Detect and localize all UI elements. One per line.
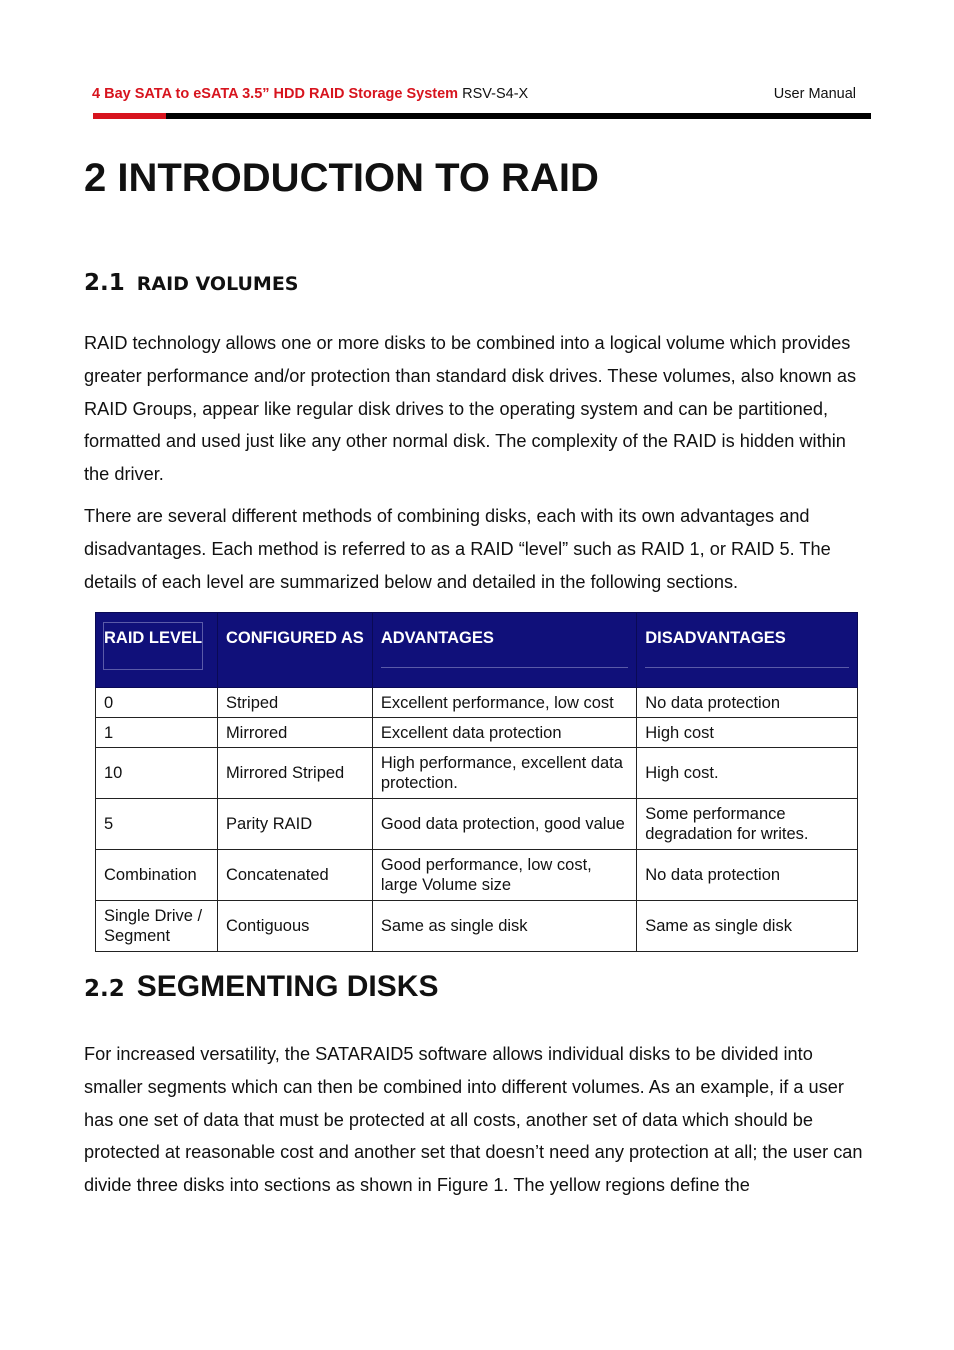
- section-heading-raid-volumes: [84, 270, 299, 296]
- paragraph-raid-intro: RAID technology allows one or more disks to be combined into a logical volume which provides greater performance and/or protection than standard disk drives. These volumes, also known as RAID Groups, appear like regular disk drives to the operating system and can be partitioned, formatted and used just like any other normal disk. The complexity of the RAID is hidden within the driver.: [84, 333, 857, 485]
- table-cell: High cost: [637, 718, 858, 748]
- table-cell: Single Drive / Segment: [96, 901, 218, 952]
- header-disadvantages: DISADVANTAGES: [645, 623, 849, 668]
- table-cell: High performance, excellent data protection.: [372, 748, 636, 799]
- table-header-row: [96, 613, 858, 688]
- header-raid-level: RAID LEVEL: [103, 622, 203, 670]
- table-cell: High cost.: [637, 748, 858, 799]
- section-number: 2.2: [84, 976, 125, 1002]
- table-row: [96, 718, 858, 748]
- page-header: [92, 86, 856, 104]
- header-title: [92, 86, 528, 102]
- table-cell: Good performance, low cost, large Volume size: [372, 850, 636, 901]
- table-cell: 0: [96, 688, 218, 718]
- header-rule-black: [166, 113, 871, 119]
- paragraph-segmenting: For increased versatility, the SATARAID5 software allows individual disks to be divided into smaller segments which can then be combined into different volumes. As an example, if a user has one set of data that must be protected at all costs, another set of data which should be protected at reasonable cost and another set that doesn’t need any protection at all; the user can divide three disks into sections as shown in Figure 1. The yellow regions define the: [84, 1044, 863, 1196]
- table-header-cell: [372, 613, 636, 688]
- table-row: [96, 901, 858, 952]
- header-advantages: ADVANTAGES: [381, 623, 628, 668]
- paragraph-raid-levels: There are several different methods of combining disks, each with its own advantages and disadvantages. Each method is referred to as a RAID “level” such as RAID 1, or RAID 5. The details of each level are summarized below and detailed in the following sections.: [84, 506, 831, 592]
- header-configured-as: CONFIGURED AS: [225, 629, 364, 647]
- section-number: 2.1: [84, 270, 125, 296]
- table-cell: Excellent performance, low cost: [372, 688, 636, 718]
- table-cell: Striped: [217, 688, 372, 718]
- table-row: [96, 688, 858, 718]
- table-header-cell: [217, 613, 372, 688]
- table-row: [96, 850, 858, 901]
- table-cell: Excellent data protection: [372, 718, 636, 748]
- table-cell: Mirrored: [217, 718, 372, 748]
- table-cell: Some performance degradation for writes.: [637, 799, 858, 850]
- section-title: RAID VOLUMES: [136, 273, 299, 295]
- header-rule-red: [93, 113, 166, 119]
- chapter-title: 2 INTRODUCTION TO RAID: [84, 156, 599, 200]
- table-row: [96, 748, 858, 799]
- table-row: [96, 799, 858, 850]
- header-brand: 4 Bay SATA to eSATA 3.5” HDD RAID Storage System: [92, 86, 459, 102]
- section-heading-segmenting-disks: [84, 970, 438, 1004]
- table-cell: 10: [96, 748, 218, 799]
- table-cell: 5: [96, 799, 218, 850]
- table-cell: Concatenated: [217, 850, 372, 901]
- table-cell: No data protection: [637, 850, 858, 901]
- header-model: RSV-S4-X: [462, 86, 529, 102]
- table-header-cell: [96, 613, 218, 688]
- table-cell: 1: [96, 718, 218, 748]
- table-header-cell: [637, 613, 858, 688]
- raid-levels-table: [95, 612, 858, 952]
- header-doc-type: User Manual: [773, 86, 856, 102]
- section-title: SEGMENTING DISKS: [136, 970, 439, 1003]
- table-cell: Parity RAID: [217, 799, 372, 850]
- table-cell: Mirrored Striped: [217, 748, 372, 799]
- table-cell: Combination: [96, 850, 218, 901]
- table-cell: Contiguous: [217, 901, 372, 952]
- table-cell: No data protection: [637, 688, 858, 718]
- table-cell: Same as single disk: [637, 901, 858, 952]
- table-cell: Good data protection, good value: [372, 799, 636, 850]
- table-cell: Same as single disk: [372, 901, 636, 952]
